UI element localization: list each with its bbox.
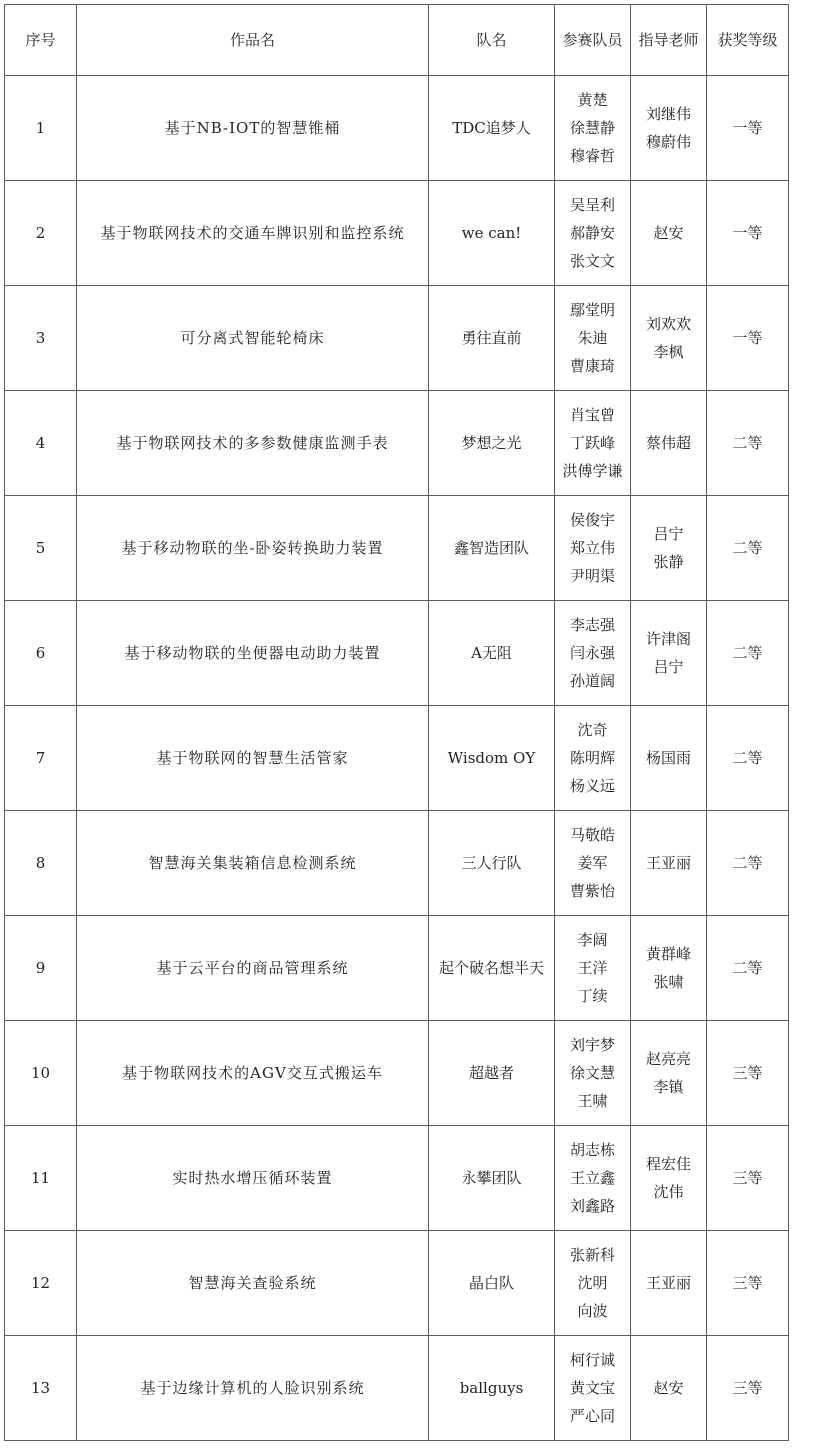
member-name: 郝静安 (569, 224, 615, 242)
cell-title: 智慧海关查验系统 (77, 1231, 429, 1336)
member-name: 李志强 (569, 616, 615, 634)
header-advisors: 指导老师 (631, 5, 707, 76)
cell-no: 5 (5, 496, 77, 601)
member-name: 严心同 (569, 1407, 615, 1425)
header-no: 序号 (5, 5, 77, 76)
cell-team: 晶白队 (429, 1231, 555, 1336)
table-row (5, 1231, 789, 1336)
cell-title: 基于NB-IOT的智慧锥桶 (77, 76, 429, 181)
cell-advisors (631, 1336, 707, 1441)
cell-advisors (631, 1231, 707, 1336)
cell-title: 可分离式智能轮椅床 (77, 286, 429, 391)
cell-level: 三等 (707, 1021, 789, 1126)
cell-no: 6 (5, 601, 77, 706)
advisor-name: 吕宁 (653, 525, 684, 543)
table-row (5, 811, 789, 916)
member-name: 吴呈利 (569, 196, 615, 214)
cell-members (555, 286, 631, 391)
cell-members (555, 1231, 631, 1336)
advisor-name: 张啸 (653, 973, 684, 991)
advisor-name: 沈伟 (653, 1183, 684, 1201)
cell-title: 基于移动物联的坐便器电动助力装置 (77, 601, 429, 706)
cell-no: 9 (5, 916, 77, 1021)
member-name: 丁续 (577, 987, 608, 1005)
member-name: 徐文慧 (569, 1064, 615, 1082)
cell-team: 永攀团队 (429, 1126, 555, 1231)
member-name: 马敬皓 (569, 826, 615, 844)
member-name: 王啸 (577, 1092, 608, 1110)
member-name: 闫永强 (569, 644, 615, 662)
cell-level: 一等 (707, 76, 789, 181)
cell-title: 基于移动物联的坐-卧姿转换助力装置 (77, 496, 429, 601)
advisor-name: 张静 (653, 553, 684, 571)
advisor-name: 黄群峰 (645, 945, 691, 963)
cell-advisors (631, 181, 707, 286)
cell-level: 二等 (707, 391, 789, 496)
member-name: 刘鑫路 (569, 1197, 615, 1215)
cell-members (555, 1126, 631, 1231)
cell-members (555, 811, 631, 916)
table-row (5, 496, 789, 601)
cell-members (555, 76, 631, 181)
cell-no: 10 (5, 1021, 77, 1126)
member-name: 朱迪 (577, 329, 608, 347)
cell-team: 勇往直前 (429, 286, 555, 391)
cell-advisors (631, 1126, 707, 1231)
advisor-name: 李枫 (653, 343, 684, 361)
cell-members (555, 391, 631, 496)
member-name: 曹康琦 (569, 357, 615, 375)
cell-advisors (631, 391, 707, 496)
member-name: 穆睿哲 (569, 147, 615, 165)
cell-team: A无阻 (429, 601, 555, 706)
member-name: 刘宇梦 (569, 1036, 615, 1054)
cell-level: 三等 (707, 1231, 789, 1336)
advisor-name: 王亚丽 (645, 854, 691, 872)
cell-title: 智慧海关集装箱信息检测系统 (77, 811, 429, 916)
table-row (5, 1336, 789, 1441)
cell-title: 基于物联网的智慧生活管家 (77, 706, 429, 811)
cell-no: 13 (5, 1336, 77, 1441)
header-row (5, 5, 789, 76)
cell-no: 1 (5, 76, 77, 181)
cell-no: 7 (5, 706, 77, 811)
member-name: 王洋 (577, 959, 608, 977)
member-name: 杨义远 (569, 777, 615, 795)
advisor-name: 刘欢欢 (645, 315, 691, 333)
cell-members (555, 1021, 631, 1126)
cell-members (555, 601, 631, 706)
advisor-name: 赵安 (653, 224, 684, 242)
advisor-name: 杨国雨 (645, 749, 691, 767)
advisor-name: 刘继伟 (645, 105, 691, 123)
cell-no: 8 (5, 811, 77, 916)
cell-members (555, 916, 631, 1021)
table-row (5, 286, 789, 391)
member-name: 姜军 (577, 854, 608, 872)
cell-title: 实时热水增压循环装置 (77, 1126, 429, 1231)
member-name: 陈明辉 (569, 749, 615, 767)
member-name: 沈明 (577, 1274, 608, 1292)
cell-team: 三人行队 (429, 811, 555, 916)
member-name: 孙道阔 (569, 672, 615, 690)
cell-no: 2 (5, 181, 77, 286)
table-row (5, 706, 789, 811)
member-name: 肖宝曾 (569, 406, 615, 424)
cell-title: 基于物联网技术的多参数健康监测手表 (77, 391, 429, 496)
header-title: 作品名 (77, 5, 429, 76)
cell-level: 二等 (707, 811, 789, 916)
cell-level: 三等 (707, 1126, 789, 1231)
member-name: 曹紫怡 (569, 882, 615, 900)
cell-title: 基于边缘计算机的人脸识别系统 (77, 1336, 429, 1441)
member-name: 黄楚 (577, 91, 608, 109)
member-name: 胡志栋 (569, 1141, 615, 1159)
cell-advisors (631, 601, 707, 706)
cell-members (555, 181, 631, 286)
member-name: 洪傅学谦 (562, 462, 623, 480)
cell-team: 起个破名想半天 (429, 916, 555, 1021)
member-name: 鄢堂明 (569, 301, 615, 319)
cell-advisors (631, 286, 707, 391)
cell-title: 基于物联网技术的交通车牌识别和监控系统 (77, 181, 429, 286)
header-team: 队名 (429, 5, 555, 76)
cell-level: 二等 (707, 706, 789, 811)
cell-advisors (631, 76, 707, 181)
table-row (5, 601, 789, 706)
cell-level: 一等 (707, 181, 789, 286)
award-table (4, 4, 789, 1441)
cell-team: 鑫智造团队 (429, 496, 555, 601)
member-name: 侯俊宇 (569, 511, 615, 529)
member-name: 张文文 (569, 252, 615, 270)
cell-level: 二等 (707, 916, 789, 1021)
cell-level: 一等 (707, 286, 789, 391)
member-name: 李阔 (577, 931, 608, 949)
table-row (5, 1021, 789, 1126)
cell-team: we can! (429, 181, 555, 286)
advisor-name: 王亚丽 (645, 1274, 691, 1292)
member-name: 黄文宝 (569, 1379, 615, 1397)
table-row (5, 76, 789, 181)
member-name: 沈奇 (577, 721, 608, 739)
cell-title: 基于云平台的商品管理系统 (77, 916, 429, 1021)
cell-level: 二等 (707, 496, 789, 601)
member-name: 丁跃峰 (569, 434, 615, 452)
header-members: 参赛队员 (555, 5, 631, 76)
cell-members (555, 706, 631, 811)
cell-level: 三等 (707, 1336, 789, 1441)
cell-advisors (631, 811, 707, 916)
advisor-name: 程宏佳 (645, 1155, 691, 1173)
member-name: 王立鑫 (569, 1169, 615, 1187)
cell-advisors (631, 1021, 707, 1126)
cell-advisors (631, 706, 707, 811)
member-name: 郑立伟 (569, 539, 615, 557)
cell-team: 梦想之光 (429, 391, 555, 496)
header-level: 获奖等级 (707, 5, 789, 76)
cell-members (555, 496, 631, 601)
cell-advisors (631, 916, 707, 1021)
cell-team: 超越者 (429, 1021, 555, 1126)
advisor-name: 穆蔚伟 (645, 133, 691, 151)
cell-team: TDC追梦人 (429, 76, 555, 181)
table-row (5, 181, 789, 286)
advisor-name: 蔡伟超 (645, 434, 691, 452)
cell-no: 11 (5, 1126, 77, 1231)
cell-no: 12 (5, 1231, 77, 1336)
table-body (5, 76, 789, 1441)
advisor-name: 吕宁 (653, 658, 684, 676)
table-row (5, 391, 789, 496)
cell-members (555, 1336, 631, 1441)
table-row (5, 916, 789, 1021)
member-name: 徐慧静 (569, 119, 615, 137)
table-row (5, 1126, 789, 1231)
cell-team: ballguys (429, 1336, 555, 1441)
cell-no: 4 (5, 391, 77, 496)
cell-title: 基于物联网技术的AGV交互式搬运车 (77, 1021, 429, 1126)
cell-no: 3 (5, 286, 77, 391)
cell-team: Wisdom OY (429, 706, 555, 811)
member-name: 尹明渠 (569, 567, 615, 585)
cell-level: 二等 (707, 601, 789, 706)
member-name: 向波 (577, 1302, 608, 1320)
advisor-name: 李镇 (653, 1078, 684, 1096)
advisor-name: 许津阁 (645, 630, 691, 648)
advisor-name: 赵安 (653, 1379, 684, 1397)
member-name: 张新科 (569, 1246, 615, 1264)
member-name: 柯行诚 (569, 1351, 615, 1369)
advisor-name: 赵亮亮 (645, 1050, 691, 1068)
cell-advisors (631, 496, 707, 601)
